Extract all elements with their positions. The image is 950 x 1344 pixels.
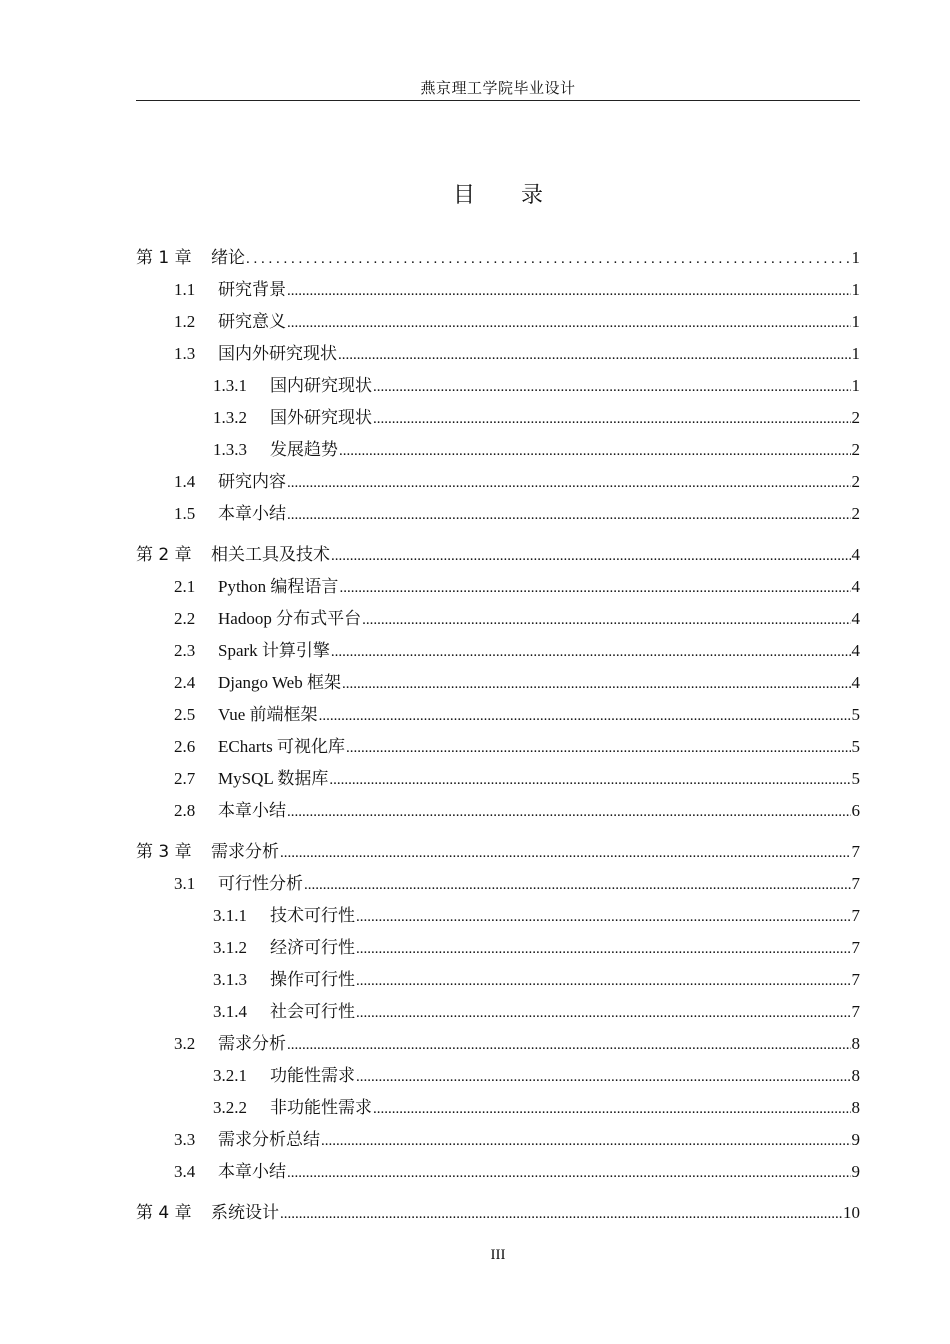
toc-dot-leader xyxy=(280,1197,842,1230)
toc-section-entry[interactable] xyxy=(136,370,860,402)
toc-entry-page: 7 xyxy=(851,938,860,957)
toc-entry-page: 1 xyxy=(851,248,860,267)
toc-entry-title: 技术可行性 xyxy=(270,906,355,925)
toc-entry-number: 第 3 章 xyxy=(136,842,192,862)
toc-entry-page: 2 xyxy=(851,472,860,491)
toc-section-entry[interactable] xyxy=(136,434,860,466)
toc-entry-title: 需求分析 xyxy=(218,1034,286,1053)
toc-section-entry[interactable] xyxy=(136,402,860,434)
toc-entry-number: 2.6 xyxy=(174,737,196,756)
toc-entry-page: 9 xyxy=(851,1130,860,1149)
toc-dot-leader xyxy=(346,731,850,764)
toc-entry-page: 4 xyxy=(851,545,860,564)
toc-entry-title: Spark 计算引擎 xyxy=(218,641,330,660)
toc-entry-title: ECharts 可视化库 xyxy=(218,737,346,756)
toc-entry-number: 第 2 章 xyxy=(136,545,192,565)
toc-entry-title: 研究内容 xyxy=(218,472,286,491)
toc-chapter-entry[interactable] xyxy=(136,836,860,868)
toc-section-entry[interactable] xyxy=(136,1028,860,1060)
toc-entry-number: 1.5 xyxy=(174,504,196,523)
toc-entry-title: 可行性分析 xyxy=(218,874,303,893)
toc-section-entry[interactable] xyxy=(136,1060,860,1092)
toc-entry-page: 2 xyxy=(851,504,860,523)
toc-entry-page: 1 xyxy=(851,312,860,331)
toc-dot-leader xyxy=(287,466,851,499)
toc-section-entry[interactable] xyxy=(136,964,860,996)
toc-dot-leader xyxy=(287,1156,851,1189)
toc-entry-number: 3.2.2 xyxy=(213,1098,247,1117)
toc-entry-page: 4 xyxy=(851,673,860,692)
toc-section-entry[interactable] xyxy=(136,868,860,900)
toc-entry-number: 第 4 章 xyxy=(136,1203,192,1223)
toc-dot-leader xyxy=(356,964,851,997)
toc-dot-leader xyxy=(280,836,851,869)
toc-chapter-entry[interactable] xyxy=(136,242,860,274)
toc-entry-page: 7 xyxy=(851,906,860,925)
toc-entry-page: 7 xyxy=(851,842,860,861)
toc-section-entry[interactable] xyxy=(136,731,860,763)
toc-entry-title: 需求分析总结 xyxy=(218,1130,320,1149)
toc-entry-number: 1.4 xyxy=(174,472,196,491)
toc-entry-title: 研究意义 xyxy=(218,312,286,331)
toc-dot-leader xyxy=(373,402,851,435)
toc-entry-title: Django Web 框架 xyxy=(218,673,341,692)
toc-dot-leader xyxy=(287,1028,851,1061)
toc-entry-page: 5 xyxy=(851,705,860,724)
toc-entry-title: 发展趋势 xyxy=(270,440,338,459)
toc-entry-number: 2.3 xyxy=(174,641,196,660)
toc-entry-title: 本章小结 xyxy=(218,1162,286,1181)
toc-dot-leader xyxy=(331,539,851,572)
toc-section-entry[interactable] xyxy=(136,1156,860,1188)
toc-entry-number: 3.3 xyxy=(174,1130,196,1149)
toc-dot-leader xyxy=(287,795,851,828)
toc-section-entry[interactable] xyxy=(136,466,860,498)
toc-section-entry[interactable] xyxy=(136,1092,860,1124)
toc-entry-number: 1.2 xyxy=(174,312,196,331)
toc-entry-page: 1 xyxy=(851,280,860,299)
toc-entry-number: 3.2 xyxy=(174,1034,196,1053)
toc-entry-number: 2.5 xyxy=(174,705,196,724)
toc-entry-page: 8 xyxy=(851,1098,860,1117)
toc-entry-number: 2.2 xyxy=(174,609,196,628)
toc-section-entry[interactable] xyxy=(136,667,860,699)
toc-entry-number: 3.1.4 xyxy=(213,1002,247,1021)
toc-section-entry[interactable] xyxy=(136,699,860,731)
toc-section-entry[interactable] xyxy=(136,763,860,795)
toc-entry-number: 第 1 章 xyxy=(136,248,192,268)
toc-entry-number: 3.1 xyxy=(174,874,196,893)
toc-dot-leader xyxy=(321,1124,851,1157)
toc-entry-title: 非功能性需求 xyxy=(270,1098,372,1117)
toc-title-left: 目 xyxy=(452,183,475,208)
toc-section-entry[interactable] xyxy=(136,603,860,635)
toc-dot-leader xyxy=(331,635,851,668)
toc-entry-title: 国内研究现状 xyxy=(270,376,372,395)
toc-entry-title: 本章小结 xyxy=(218,801,286,820)
page-number: III xyxy=(490,1247,506,1263)
toc-section-entry[interactable] xyxy=(136,900,860,932)
toc-entry-title: 相关工具及技术 xyxy=(211,545,330,565)
toc-dot-leader xyxy=(362,603,850,636)
toc-entry-number: 1.3.2 xyxy=(213,408,247,427)
toc-entry-page: 1 xyxy=(851,344,860,363)
table-of-contents xyxy=(136,242,860,1229)
toc-entry-number: 1.3.3 xyxy=(213,440,247,459)
toc-dot-leader xyxy=(356,1060,851,1093)
toc-entry-title: 需求分析 xyxy=(211,842,279,862)
toc-entry-title: 操作可行性 xyxy=(270,970,355,989)
toc-entry-page: 4 xyxy=(851,609,860,628)
toc-dot-leader xyxy=(339,571,850,604)
toc-section-entry[interactable] xyxy=(136,338,860,370)
toc-entry-number: 2.8 xyxy=(174,801,196,820)
toc-dot-leader xyxy=(319,699,851,732)
toc-section-entry[interactable] xyxy=(136,498,860,530)
toc-dot-leader xyxy=(246,242,851,275)
toc-entry-number: 3.4 xyxy=(174,1162,196,1181)
toc-entry-title: 社会可行性 xyxy=(270,1002,355,1021)
toc-entry-page: 8 xyxy=(851,1034,860,1053)
toc-section-entry[interactable] xyxy=(136,571,860,603)
toc-entry-number: 1.1 xyxy=(174,280,196,299)
toc-chapter-entry[interactable] xyxy=(136,539,860,571)
toc-dot-leader xyxy=(356,900,851,933)
toc-dot-leader xyxy=(356,996,851,1029)
toc-entry-title: 国内外研究现状 xyxy=(218,344,337,363)
toc-section-entry[interactable] xyxy=(136,932,860,964)
toc-chapter-entry[interactable] xyxy=(136,1197,860,1229)
toc-entry-title: 绪论 xyxy=(211,248,245,268)
toc-dot-leader xyxy=(339,434,851,467)
toc-entry-title: 国外研究现状 xyxy=(270,408,372,427)
toc-entry-number: 3.1.1 xyxy=(213,906,247,925)
toc-entry-page: 1 xyxy=(851,376,860,395)
toc-dot-leader xyxy=(287,306,851,339)
toc-entry-page: 4 xyxy=(851,641,860,660)
toc-dot-leader xyxy=(304,868,851,901)
toc-entry-page: 2 xyxy=(851,408,860,427)
toc-entry-page: 5 xyxy=(851,737,860,756)
toc-entry-page: 8 xyxy=(851,1066,860,1085)
toc-entry-page: 7 xyxy=(851,1002,860,1021)
toc-dot-leader xyxy=(356,932,851,965)
toc-entry-number: 2.1 xyxy=(174,577,196,596)
toc-entry-number: 1.3 xyxy=(174,344,196,363)
toc-dot-leader xyxy=(338,338,851,371)
toc-entry-number: 2.7 xyxy=(174,769,196,788)
toc-dot-leader xyxy=(329,763,850,796)
toc-dot-leader xyxy=(287,498,851,531)
toc-entry-page: 7 xyxy=(851,970,860,989)
toc-section-entry[interactable] xyxy=(136,795,860,827)
toc-entry-title: 本章小结 xyxy=(218,504,286,523)
toc-entry-number: 2.4 xyxy=(174,673,196,692)
toc-dot-leader xyxy=(373,370,851,403)
toc-entry-number: 3.1.2 xyxy=(213,938,247,957)
toc-entry-page: 10 xyxy=(843,1203,860,1222)
toc-entry-number: 3.1.3 xyxy=(213,970,247,989)
toc-dot-leader xyxy=(342,667,851,700)
toc-entry-page: 4 xyxy=(851,577,860,596)
toc-dot-leader xyxy=(287,274,851,307)
toc-dot-leader xyxy=(373,1092,851,1125)
toc-entry-number: 1.3.1 xyxy=(213,376,247,395)
toc-entry-title: Python 编程语言 xyxy=(218,577,339,596)
toc-entry-page: 6 xyxy=(851,801,860,820)
toc-entry-title: 经济可行性 xyxy=(270,938,355,957)
toc-entry-title: Vue 前端框架 xyxy=(218,705,318,724)
toc-section-entry[interactable] xyxy=(136,1124,860,1156)
toc-entry-title: 系统设计 xyxy=(211,1203,279,1223)
page-header: 燕京理工学院毕业设计 xyxy=(420,81,576,97)
toc-entry-title: 功能性需求 xyxy=(270,1066,355,1085)
toc-entry-title: MySQL 数据库 xyxy=(218,769,329,788)
toc-section-entry[interactable] xyxy=(136,635,860,667)
toc-entry-page: 9 xyxy=(851,1162,860,1181)
toc-title xyxy=(0,178,950,209)
toc-entry-page: 5 xyxy=(851,769,860,788)
toc-entry-title: 研究背景 xyxy=(218,280,286,299)
toc-section-entry[interactable] xyxy=(136,306,860,338)
toc-entry-title: Hadoop 分布式平台 xyxy=(218,609,362,628)
toc-entry-page: 7 xyxy=(851,874,860,893)
toc-entry-page: 2 xyxy=(851,440,860,459)
toc-section-entry[interactable] xyxy=(136,274,860,306)
toc-section-entry[interactable] xyxy=(136,996,860,1028)
toc-entry-number: 3.2.1 xyxy=(213,1066,247,1085)
toc-title-right: 录 xyxy=(521,183,544,208)
header-rule xyxy=(136,100,860,101)
